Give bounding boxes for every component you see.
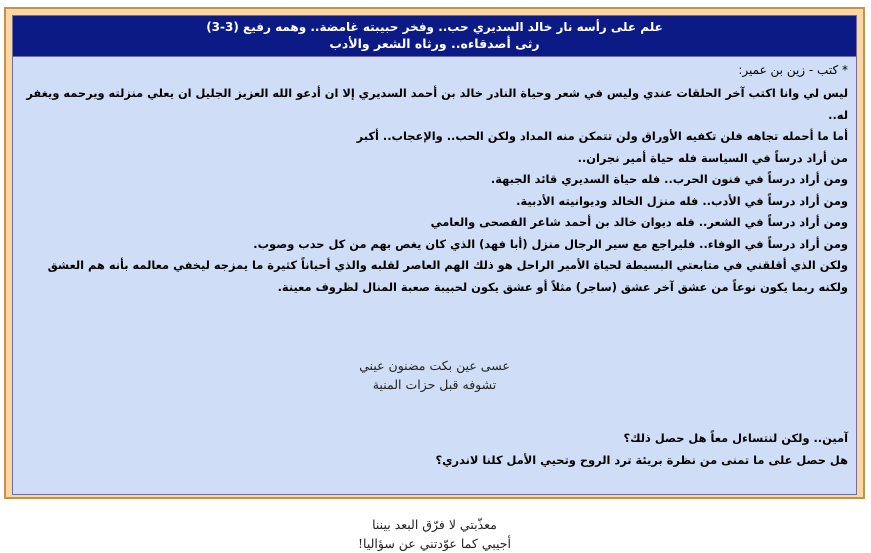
poem-line: أجيبي كما عوّدتني عن سؤاليا! — [358, 536, 511, 551]
paragraph: من أراد درساً في السياسة فله حياة أمير نجران.. — [577, 150, 848, 165]
paragraph: ومن أراد درساً في فنون الحرب.. فله حياة السديري قائد الجبهة. — [490, 172, 848, 186]
paragraph: ومن أراد درساً في الشعر.. فله ديوان خالد بن أحمد شاعر الفصحى والعامي — [430, 215, 848, 229]
paragraph: أما ما أحمله تجاهه فلن تكفيه الأوراق ولن تتمكن منه المداد ولكن الحب.. والإعجاب.. أكبر — [356, 129, 848, 143]
paragraph: ولكن الذي أقلقني في متابعتي البسيطة لحياة الأمير الراحل هو ذلك الهم العاصر لقلبه والذي أحياناً كثيرة ما يمزجه ليخفي معالمه بأنه هم العشق ولكنه ربما يكون نوعاً من عشق آخر عشق (ساجر) مثلاً أو عشق يكون لحبيبة صعبة المنال لظروف معينة. — [47, 258, 848, 294]
question-line: آمين.. ولكن لنتساءل معاً هل حصل ذلك؟ — [623, 431, 848, 445]
article-title: علم على رأسه نار خالد السديري حب.. وفخر حبيبته غامضة.. وهمه رفيع (3-3) — [206, 20, 663, 34]
paragraph: ومن أراد درساً في الوفاء.. فليراجع مع سير الرجال منزل (أبا فهد) الذي كان يغص بهم من كل حدب وصوب. — [253, 236, 848, 251]
poem-line: معذّبتي لا فرّق البعد بيننا — [372, 517, 497, 532]
paragraph: ليس لي وانا اكتب آخر الحلقات عندي وليس في شعر وحياة النادر خالد بن أحمد السديري إلا ان أدعو الله العزيز الجليل ان يعلي منزلته ويرحمه ويغفر له.. — [26, 86, 848, 122]
author-byline: * كتب - زين بن عمير: — [738, 63, 848, 77]
questions-block — [21, 428, 848, 471]
poem-line: تشوفه قبل حزات المنية — [372, 377, 497, 392]
page-frame — [4, 7, 865, 551]
article-subtitle: رثى أصدقاءه.. ورثاه الشعر والأدب — [329, 36, 540, 51]
article-body — [13, 57, 856, 553]
poem-line: عسى عين بكت مضنون عيني — [359, 358, 510, 373]
poem-verse — [21, 515, 848, 553]
poem-verse — [21, 356, 848, 394]
question-line: هل حصل على ما تمنى من نظرة بريئة ترد الروح وتحيي الأمل كلنا لاندري؟ — [435, 452, 848, 467]
paragraph: ومن أراد درساً في الأدب.. فله منزل الخالد وديوانيته الأدبية. — [516, 193, 848, 208]
article-header — [13, 16, 856, 57]
article-box — [12, 15, 857, 551]
